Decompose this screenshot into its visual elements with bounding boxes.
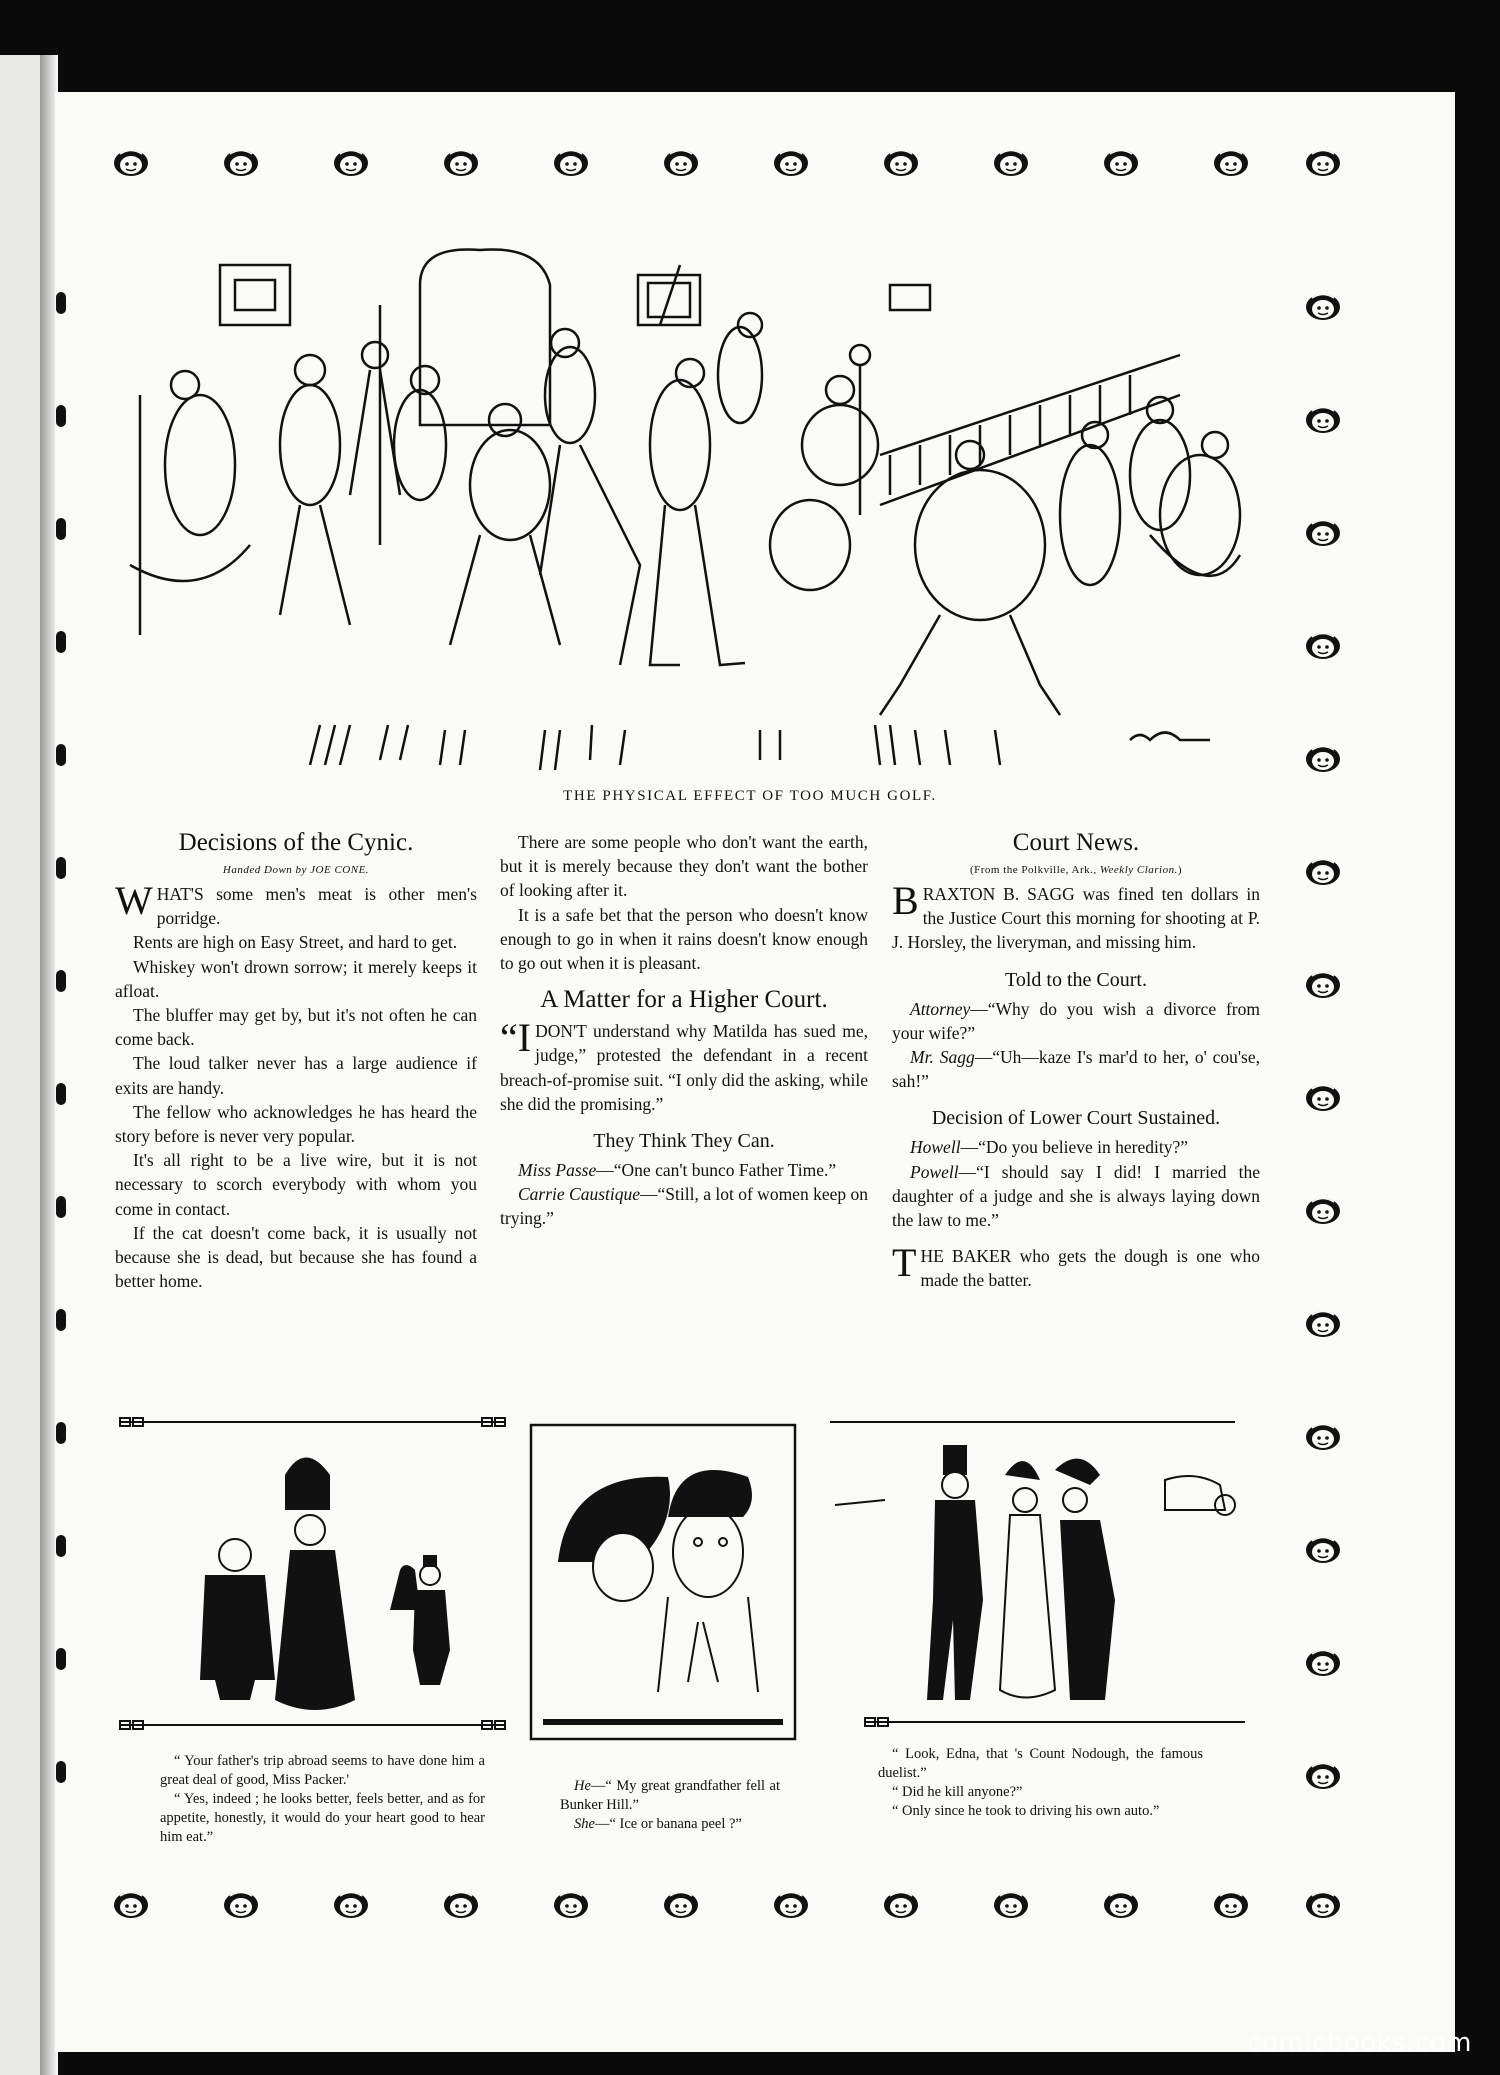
caption-count-nodough: “ Look, Edna, that 's Count Nodough, the famous duelist.” “ Did he kill anyone?” “ Only since he took to driving his own auto.” [878, 1746, 1203, 1819]
middle-para: It is a safe bet that the person who doesn't know enough to go in when it rains doesn't know enough to go out when it is pleasant. [500, 904, 868, 974]
column-cynic [115, 828, 477, 1293]
court-news-first: BRAXTON B. SAGG was fined ten dollars in the Justice Court this morning for shooting at P. J. Horsley, the liveryman, and missing him. [892, 878, 1260, 953]
higher-court-title: A Matter for a Higher Court. [540, 986, 828, 1014]
passe-line: Miss Passe—“One can't bunco Father Time.” [518, 1160, 837, 1181]
told-court-title: Told to the Court. [1005, 968, 1147, 991]
powell-line: Powell—“I should say I did! I married the daughter of a judge and she is always laying down the law to me.” [892, 1161, 1260, 1231]
caption-bunker-hill [560, 1777, 780, 1834]
baker-para: THE BAKER who gets the dough is one who made the batter. [892, 1240, 1260, 1291]
watermark-site: comicbooks.com [1247, 2028, 1472, 2058]
howell-line: Howell—“Do you believe in heredity?” [910, 1137, 1188, 1158]
caustique-line: Carrie Caustique—“Still, a lot of women keep on trying.” [500, 1184, 868, 1229]
cynic-para: If the cat doesn't come back, it is usually not because she is dead, but because she has found a better home. [115, 1222, 477, 1292]
she-line: She—“ Ice or banana peel ?” [574, 1816, 742, 1832]
cynic-para: The bluffer may get by, but it's not often he can come back. [115, 1005, 477, 1050]
column-middle [500, 830, 868, 1231]
cartoon-bunker-hill [528, 1422, 798, 1742]
middle-para: There are some people who don't want the earth, but it is merely because they don't want the bother of looking after it. [500, 832, 868, 901]
think-they-can-title: They Think They Can. [593, 1130, 775, 1153]
sagg-line: Mr. Sagg—“Uh—kaze I's mar'd to her, o' cou'se, sah!” [892, 1047, 1260, 1092]
main-cartoon-caption: THE PHYSICAL EFFECT OF TOO MUCH GOLF. [563, 788, 937, 804]
higher-court-para: “I DON'T understand why Matilda has sued me, judge,” protested the defendant in a recent breach-of-promise suit. “I only did the asking, while she did the promising.” [500, 1015, 868, 1114]
golf-party-cartoon [120, 245, 1270, 780]
cynic-para: The loud talker never has a large audience if exits are handy. [115, 1053, 477, 1098]
attorney-line: Attorney—“Why do you wish a divorce from your wife?” [892, 998, 1260, 1043]
lower-court-title: Decision of Lower Court Sustained. [931, 1107, 1221, 1130]
column-court-news [892, 828, 1260, 1293]
caption-packer: “ Your father's trip abroad seems to have done him a great deal of good, Miss Packer.' “ Yes, indeed ; he looks better, feels better, and as for appetite, honestly, it would do your heart good to hear him eat.” [160, 1753, 485, 1845]
he-line: He—“ My great grandfather fell at Bunker Hill.” [560, 1778, 780, 1813]
cartoon-count-nodough [825, 1400, 1245, 1735]
court-news-title: Court News. [1012, 829, 1140, 856]
cynic-para: It's all right to be a live wire, but it is not necessary to scorch everybody with whom you come in contact. [115, 1150, 477, 1219]
court-news-credit: (From the Polkville, Ark., Weekly Clarion.) [969, 864, 1183, 876]
cartoon-packer [115, 1400, 510, 1735]
cynic-first-para: WHAT'S some men's meat is other men's porridge. [115, 878, 477, 929]
cynic-credit: Handed Down by JOE CONE. [222, 864, 370, 876]
cynic-para: Whiskey won't drown sorrow; it merely keeps it afloat. [115, 956, 477, 1001]
cynic-para: The fellow who acknowledges he has heard the story before is never very popular. [115, 1101, 477, 1147]
cynic-title: Decisions of the Cynic. [178, 829, 414, 856]
cynic-para: Rents are high on Easy Street, and hard to get. [133, 932, 458, 953]
